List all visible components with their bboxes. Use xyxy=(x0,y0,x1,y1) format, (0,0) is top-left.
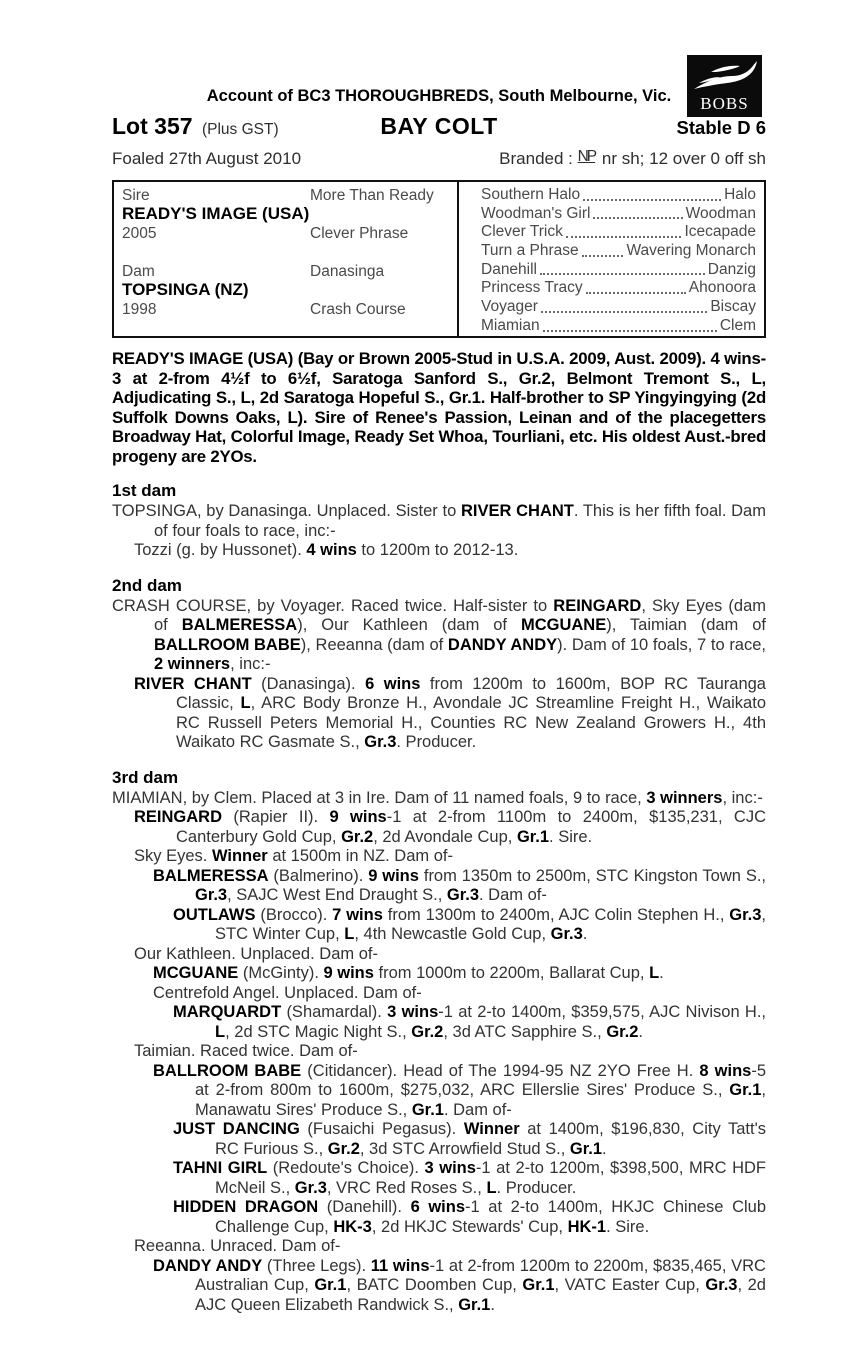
ancestor-sire: Halo xyxy=(724,186,756,203)
dam-sire: Danasinga xyxy=(310,263,385,280)
ancestor-row xyxy=(481,205,756,224)
ancestor-name: Miamian xyxy=(481,316,540,334)
dotted-leader xyxy=(586,279,686,294)
ancestor-sire: Ahonoora xyxy=(688,279,756,297)
ancestor-name: Danehill xyxy=(481,260,538,278)
entry-sky-eyes: Sky Eyes. Winner at 1500m in NZ. Dam of- xyxy=(134,847,453,865)
ancestor-row xyxy=(481,298,756,317)
entry-just-dancing: JUST DANCING (Fusaichi Pegasus). Winner at 1400m, $196,830, City Tatt's RC Furious S., Gr.2, 3d STC Arrowfield Stud S., Gr.1. xyxy=(173,1120,767,1158)
brand-mark: NP xyxy=(577,148,596,165)
ancestor-sire: Biscay xyxy=(710,298,756,316)
ancestor-name: Voyager xyxy=(481,298,538,316)
entry-tahni-girl: TAHNI GIRL (Redoute's Choice). 3 wins-1 at 2-to 1200m, $398,500, MRC HDF McNeil S., Gr.3, VRC Red Roses S., L. Producer. xyxy=(173,1159,766,1197)
ancestor-name: Southern Halo xyxy=(481,186,581,203)
dotted-leader xyxy=(540,261,705,276)
horse-title: BAY COLT xyxy=(380,113,498,139)
dotted-leader xyxy=(583,186,721,201)
foaled-row xyxy=(112,149,766,169)
dam-dam: Crash Course xyxy=(310,301,406,318)
dam-section-heading-3: 3rd dam xyxy=(112,767,179,787)
entry-taimian: Taimian. Raced twice. Dam of- xyxy=(134,1042,358,1060)
lot-row xyxy=(112,113,766,140)
page-content xyxy=(112,0,766,1315)
sire-name: READY'S IMAGE (USA) xyxy=(122,204,310,223)
ancestor-name: Turn a Phrase xyxy=(481,242,579,260)
ancestor-sire: Danzig xyxy=(707,260,756,278)
dotted-leader xyxy=(543,317,717,332)
dam-role-label: Dam xyxy=(122,263,155,280)
dotted-leader xyxy=(582,242,624,257)
entry-marquardt: MARQUARDT (Shamardal). 3 wins-1 at 2-to 1400m, $359,575, AJC Nivison H., L, 2d STC Magic Night S., Gr.2, 3d ATC Sapphire S., Gr.2. xyxy=(173,1003,766,1041)
account-line: Account of BC3 THOROUGHBREDS, South Melbourne, Vic. xyxy=(206,87,672,105)
entry-topsinga: TOPSINGA, by Danasinga. Unplaced. Sister to RIVER CHANT. This is her fifth foal. Dam of four foals to race, inc:- xyxy=(112,502,766,540)
entry-ballroom-babe: BALLROOM BABE (Citidancer). Head of The 1994-95 NZ 2YO Free H. 8 wins-5 at 2-from 800m to 1600m, $275,032, ARC Ellerslie Sires' Produce S., Gr.1, Manawatu Sires' Produce S., Gr.1. Dam of- xyxy=(153,1061,767,1119)
ancestor-row xyxy=(481,317,756,336)
ancestor-row xyxy=(481,242,756,261)
entry-balmeressa: BALMERESSA (Balmerino). 9 wins from 1350m to 2500m, STC Kingston Town S., Gr.3, SAJC West End Draught S., Gr.3. Dam of- xyxy=(153,866,767,904)
branded-suffix: nr sh; 12 over 0 off sh xyxy=(597,149,766,168)
bobs-logo-text: BOBS xyxy=(700,94,749,113)
ancestor-sire: Woodman xyxy=(685,204,756,222)
dam-year: 1998 xyxy=(122,301,157,318)
entry-our-kathleen: Our Kathleen. Unplaced. Dam of- xyxy=(134,944,378,963)
entry-dandy-andy: DANDY ANDY (Three Legs). 11 wins-1 at 2-from 1200m to 2200m, $835,465, VRC Australian Cup, Gr.1, BATC Doomben Cup, Gr.1, VATC Easter Cup, Gr.3, 2d AJC Queen Elizabeth Randwick S., Gr.1. xyxy=(153,1256,766,1314)
ancestor-row xyxy=(481,279,756,298)
ancestor-column xyxy=(457,182,764,336)
ancestor-name: Clever Trick xyxy=(481,223,563,241)
pedigree-table xyxy=(112,180,766,338)
entry-river-chant: RIVER CHANT (Danasinga). 6 wins from 1200m to 1600m, BOP RC Tauranga Classic, L, ARC Body Bronze H., Avondale JC Streamline Freight H., Waikato RC Russell Peters Memorial H., Counties RC New Zealand Growers H., 4th Waikato RC Gasmate S., Gr.3. Producer. xyxy=(134,674,766,751)
dam-section-heading-2: 2nd dam xyxy=(112,575,182,595)
dotted-leader xyxy=(566,223,682,238)
ancestor-row xyxy=(481,223,756,242)
ancestor-sire: Icecapade xyxy=(684,223,756,241)
ancestor-sire: Wavering Monarch xyxy=(626,242,756,260)
entry-reingard: REINGARD (Rapier II). 9 wins-1 at 2-from 1100m to 2400m, $135,231, CJC Canterbury Gold Cup, Gr.2, 2d Avondale Cup, Gr.1. Sire. xyxy=(134,808,766,846)
dotted-leader xyxy=(541,298,707,313)
pedigree-left-columns xyxy=(114,182,457,336)
sire-sire: More Than Ready xyxy=(310,187,434,204)
entry-tozzi: Tozzi (g. by Hussonet). 4 wins to 1200m to 2012-13. xyxy=(134,541,519,559)
lot-left xyxy=(112,113,380,140)
sire-dam: Clever Phrase xyxy=(310,225,409,242)
sire-group xyxy=(114,186,457,262)
ancestor-name: Woodman's Girl xyxy=(481,204,591,222)
ancestor-sire: Clem xyxy=(719,316,756,334)
gst-note: (Plus GST) xyxy=(201,121,279,138)
branded-prefix: Branded : xyxy=(499,149,578,168)
branded-info xyxy=(499,149,766,169)
dam-name: TOPSINGA (NZ) xyxy=(122,280,249,299)
entry-hidden-dragon: HIDDEN DRAGON (Danehill). 6 wins-1 at 2-to 1400m, HKJC Chinese Club Challenge Cup, HK-3, 2d HKJC Stewards' Cup, HK-1. Sire. xyxy=(173,1198,767,1236)
sire-role-label: Sire xyxy=(122,187,150,204)
ancestor-row xyxy=(481,186,756,205)
entry-outlaws: OUTLAWS (Brocco). 7 wins from 1300m to 2400m, AJC Colin Stephen H., Gr.3, STC Winter Cup, L, 4th Newcastle Gold Cup, Gr.3. xyxy=(173,905,766,943)
sire-summary: READY'S IMAGE (USA) (Bay or Brown 2005-Stud in U.S.A. 2009, Aust. 2009). 4 wins-3 at 2-from 4½f to 6½f, Saratoga Sanford S., Gr.2, Belmont Tremont S., L, Adjudicating S., L, 2d Saratoga Hopeful S., Gr.1. Half-brother to SP Yingyingying (2d Suffolk Downs Oaks, L). Sire of Renee's Passion, Leinan and of the placegetters Broadway Hat, Colorful Image, Ready Set Whoa, Tourliani, etc. His oldest Aust.-bred progeny are 2YOs. xyxy=(112,349,766,466)
lot-number: Lot 357 xyxy=(112,113,193,139)
entry-centrefold-angel: Centrefold Angel. Unplaced. Dam of- xyxy=(153,983,422,1002)
dam-group xyxy=(114,262,457,338)
foaled-date: Foaled 27th August 2010 xyxy=(112,149,302,168)
entry-mcguane: MCGUANE (McGinty). 9 wins from 1000m to 2200m, Ballarat Cup, L. xyxy=(153,964,664,982)
stable-location: Stable D 6 xyxy=(676,117,766,138)
entry-crash-course: CRASH COURSE, by Voyager. Raced twice. Half-sister to REINGARD, Sky Eyes (dam of BALMERESSA), Our Kathleen (dam of MCGUANE), Taimian (dam of BALLROOM BABE), Reeanna (dam of DANDY ANDY). Dam of 10 foals, 7 to race, 2 winners, inc:- xyxy=(112,596,766,673)
ancestor-row xyxy=(481,261,756,280)
entry-miamian: MIAMIAN, by Clem. Placed at 3 in Ire. Dam of 11 named foals, 9 to race, 3 winners, inc:- xyxy=(112,788,763,807)
dotted-leader xyxy=(593,205,682,220)
entry-reeanna: Reeanna. Unraced. Dam of- xyxy=(134,1237,341,1255)
ancestor-name: Princess Tracy xyxy=(481,279,583,297)
sire-year: 2005 xyxy=(122,225,157,242)
dam-section-heading-1: 1st dam xyxy=(112,481,177,500)
